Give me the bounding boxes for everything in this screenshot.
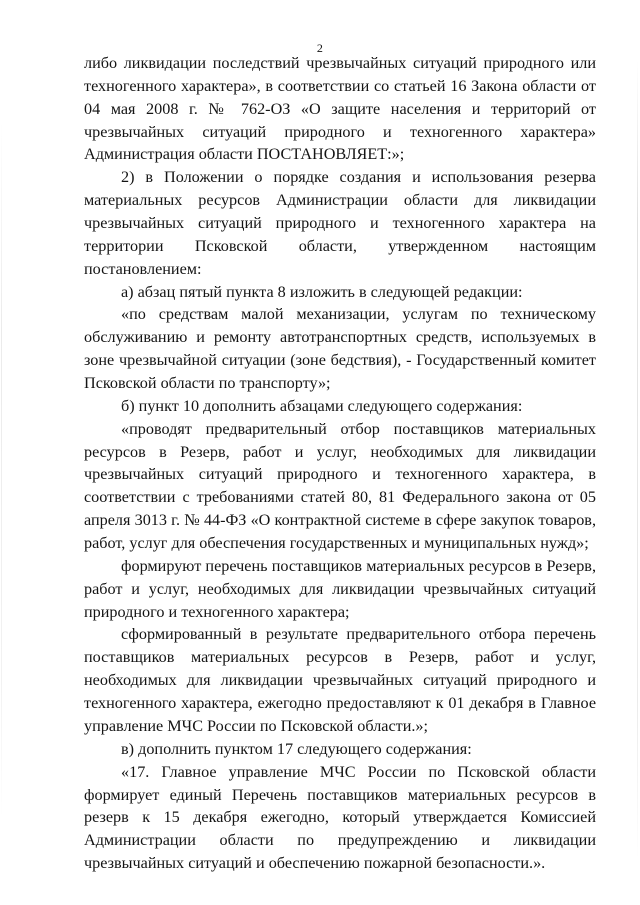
paragraph-subitem-v: в) дополнить пунктом 17 следующего содержания: [121,739,472,758]
paragraph-quoted-text: сформированный в результате предварительного отбора перечень поставщиков материальных ресурсов в Резерв, работ и услуг, необходимых для ликвидации чрезвычайных ситуаций природного и техногенного характера, ежегодно предоставляют к 01 декабря в Главное управление МЧС России по Псковской области.»; [84,625,596,735]
paragraph-continuation: либо ликвидации последствий чрезвычайных ситуаций природного или техногенного характера», в соответствии со статьей 16 Закона области от 04 мая 2008 г. № 762-ОЗ «О защите населения и территорий от чрезвычайных ситуаций природного и техногенного характера» Администрация области ПОСТАНОВЛЯЕТ:»; [84,54,596,164]
paragraph-subitem-b: б) пункт 10 дополнить абзацами следующего содержания: [121,396,523,415]
document-body [84,52,596,875]
paragraph-quoted-text: «17. Главное управление МЧС России по Псковской области формирует единый Перечень поставщиков материальных ресурсов в резерв к 15 декабря ежегодно, который утверждается Комиссией Администрации области по предупреждению и ликвидации чрезвычайных ситуаций и обеспечению пожарной безопасности.». [84,762,596,873]
scan-edge-line [1,120,2,820]
paragraph-quoted-text: формируют перечень поставщиков материальных ресурсов в Резерв, работ и услуг, необходимых для ликвидации чрезвычайных ситуаций природного и техногенного характера; [84,556,596,621]
paragraph-quoted-text: «по средствам малой механизации, услугам по техническому обслуживанию и ремонту автотранспортных средств, используемых в зоне чрезвычайной ситуации (зоне бедствия), - Государственный комитет Псковской области по транспорту»; [84,305,596,393]
scan-edge-line [637,60,638,860]
paragraph-item-2: 2) в Положении о порядке создания и использования резерва материальных ресурсов Администрации области для ликвидации чрезвычайных ситуаций природного и техногенного характера на территории Псковской области, утвержденном настоящим постановлением: [84,168,596,278]
page-number: 2 [316,41,324,55]
paragraph-subitem-a: а) абзац пятый пункта 8 изложить в следующей редакции: [121,282,523,301]
paragraph-quoted-text: «проводят предварительный отбор поставщиков материальных ресурсов в Резерв, работ и услуг, необходимых для ликвидации чрезвычайных ситуаций природного и техногенного характера, в соответствии с требованиями статей 80, 81 Федерального закона от 05 апреля 3013 г. № 44-ФЗ «О контрактной системе в сфере закупок товаров, работ, услуг для обеспечения государственных и муниципальных нужд»; [84,419,596,553]
